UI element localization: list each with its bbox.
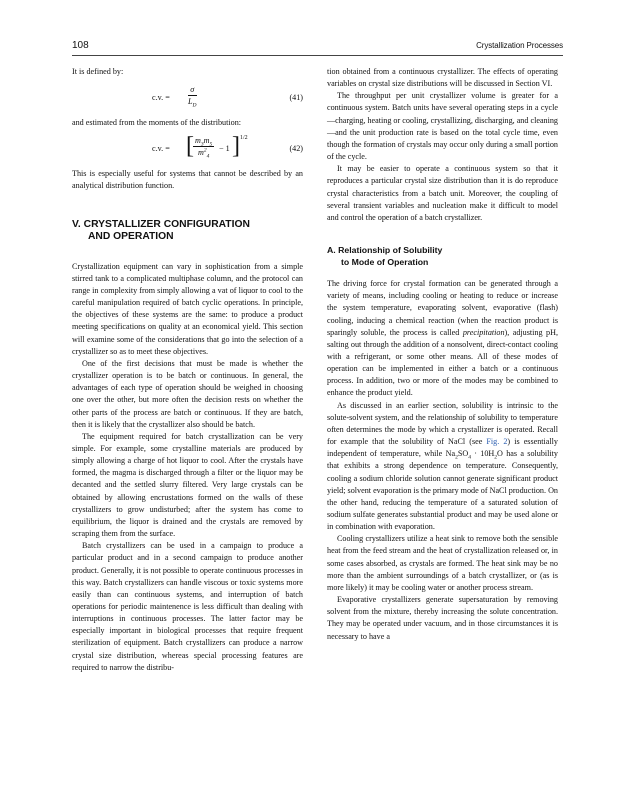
figure-2-link[interactable]: Fig. 2 [486,437,508,447]
emphasis-precipitation: precipitation [462,327,505,337]
left-column [72,66,303,674]
equation-42 [72,131,303,165]
running-title: Crystallization Processes [476,41,563,50]
eq41-denominator: $L_D$ [188,97,197,109]
paragraph-useful: This is especially useful for systems that cannot be described by an analytical distribution function. [72,169,303,191]
page-header [72,40,563,54]
eq42-numerator: $m_3m_5$ [195,136,213,148]
paragraph-batch-or-continuous: One of the first decisions that must be made is whether the crystallizer operation is to be batch or continuous. In general, the advantages of each type of operation should be weighed in choosing one over the other, but more often the decision rests on whether the other parts of the process are batch or continuous. If they are batch, then it is likely that the crystallizer also should be batch. [72,358,303,429]
paragraph-estimated: and estimated from the moments of the distribution: [72,118,242,128]
paragraph-batch-equipment: The equipment required for batch crystallization can be very simple. For example, some crystalline materials are produced by simply allowing a charge of hot liquor to cool. After the crystals have formed, the magma is discharged through a filter or the liquor may be decanted and the settled slurry filtered. Very large crystals can be obtained by allowing encrustations formed on the walls of these crystallizers to grow undisturbed; after the system has come to equilibrium, the liquor is drained and the crystals are removed by scraping them from the surface. [72,431,303,539]
section-heading-v: V. CRYSTALLIZER CONFIGURATION AND OPERATION [72,218,250,243]
paragraph-continuation: tion obtained from a continuous crystallizer. The effects of operating variables on crystal size distributions will be discussed in Section VI. [327,67,558,89]
eq41-number: (41) [289,93,303,103]
paragraph-batch-campaign: Batch crystallizers can be used in a campaign to produce a particular product and in a second campaign to produce another product. Generally, it is not possible to operate continuous processes in this way. Batch crystallizers can handle viscous or toxic systems more easily than can continuous systems, and interruption of batch operations for periodic maintenence is less difficult than dealing with interruptions in continuous processes. The latter factor may be especially important in biological processes that require frequent sterilization of equipment. Batch crystallizers can produce a narrow crystal size distribution, whereas special processing features are required to narrow the distribu- [72,541,303,672]
eq42-denominator: $m^2_4$ [197,147,210,160]
eq41-numerator: σ [188,85,197,96]
eq42-right-bracket: ] [232,133,240,160]
header-rule [72,55,563,56]
paragraph-solubility: As discussed in an earlier section, solubility is intrinsic to the solute-solvent system, and the relationship of solubility to temperature often determines the mode by which a crystallizer is operated. Recall for example that the solubility of NaCl (see Fig. 2) is essentially independent of temperature, while $Na_2SO_4 \cdot 10H_2O$ has a solubility that exhibits a strong dependence on temperature. Consequently, cooling a sodium chloride solution cannot generate significant product yield; solvent evaporation is the primary mode of NaCl production. On the other hand, reducing the temperature of a saturated solution of sodium sulfate generates substantial product and may be used alone or in combination with evaporation. [327,400,558,532]
eq41-fraction [188,85,197,107]
paragraph-driving-force: The driving force for crystal formation can be generated through a variety of means, including cooling or heating to reduce or increase the system temperature, evaporating solvent, evaporative (flash) cooling, inducing a chemical reaction (when the reaction product is sparingly soluble, the process is called precipitation), adjusting pH, salting out through the addition of a nonsolvent, direct-contact cooling with a refrigerant, or some other means. All of these modes of operation can be implemented in either a batch or a continuous process. In addition, two or more of the modes may be combined to enhance the product yield. [327,279,558,398]
paragraph-equipment-intro: Crystallization equipment can vary in sophistication from a simple stirred tank to a complicated multiphase column, and the protocol can range in complexity from simply allowing a vat of liquor to cool to the careful manipulation required of batch cyclic operations. In principle, the objectives of these systems are the same: to produce a product meeting specifications on quality at an economical yield. This section will examine some of the considerations that go into the selection of a crystallizer so as to meet these objectives. [72,261,303,356]
eq42-number: (42) [289,144,303,154]
eq42-left-bracket: [ [186,133,194,160]
page-number: 108 [72,40,89,51]
eq41-lhs: c.v. = [152,93,170,103]
eq42-power: 1/2 [240,135,248,142]
paragraph-defined: It is defined by: [72,67,124,76]
eq42-minus-one: − 1 [219,144,230,154]
paragraph-evaporative: Evaporative crystallizers generate supersaturation by removing solvent from the mixture, thereby increasing the solute concentration. They may be operated under vacuum, and in those circumstances it is necessary to have a [327,595,558,641]
eq42-lhs: c.v. = [152,144,170,154]
section-heading-a: A. Relationship of Solubility to Mode of Operation [327,245,443,267]
right-column [327,66,558,643]
paragraph-throughput: The throughput per unit crystallizer volume is greater for a continuous system. Batch units have several operating steps in a cycle—charging, heating or cooling, crystallizing, discharging, and cleaning—and the unit production rate is based on the total cycle time, even though the formation of crystals may occur only during a small portion of the cycle. [327,91,558,162]
paragraph-cooling: Cooling crystallizers utilize a heat sink to remove both the sensible heat from the feed stream and the heat of crystallization released or, in some cases absorbed, as crystals are formed. The heat sink may be no more than the ambient surroundings of a batch crystallizer, or (as is more likely) it may be cooling water or another process stream. [327,534,558,592]
paragraph-easier: It may be easier to operate a continuous system so that it reproduces a particular crystal size distribution than it is do reproduce crystal characteristics from a batch unit. Moreover, the coupling of several transient variables and nucleation make it difficult to model and control the operation of a batch crystallizer. [327,164,558,222]
eq42-fraction [193,136,214,158]
equation-41 [72,80,303,114]
